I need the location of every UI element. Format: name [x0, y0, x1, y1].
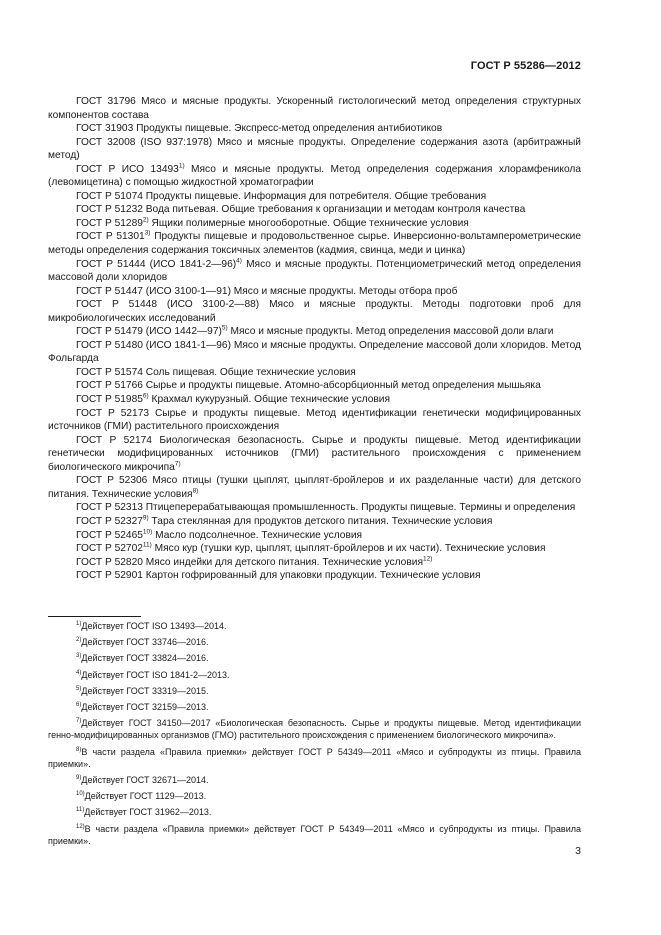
reference-text-continued: Мясо и мясные продукты. Метод определения массовой доли влаги: [227, 326, 554, 338]
reference-item: [48, 556, 581, 570]
footnote-marker: 8): [192, 487, 199, 495]
reference-item: [48, 515, 581, 529]
footnote-item: [48, 669, 581, 681]
footnote-number: 7): [76, 718, 82, 725]
reference-text-continued: Мясо и мясные продукты. Метод определения содержания хлорамфеникола (левомицетина) с помощью жидкостной хроматографии: [48, 163, 581, 189]
footnote-text: Действует ГОСТ 31962—2013.: [84, 807, 212, 818]
reference-text: ГОСТ Р 52306 Мясо птицы (тушки цыплят, цыплят-бройлеров и их разделанные части) для детского питания. Технические условия: [48, 475, 581, 500]
reference-item: [48, 529, 581, 543]
footnote-item: [48, 806, 581, 818]
reference-text: ГОСТ Р 52327: [76, 515, 143, 527]
reference-item: [48, 163, 581, 190]
footnote-marker: 12): [422, 555, 433, 563]
reference-item: [48, 325, 581, 339]
reference-item: [48, 230, 581, 257]
footnote-text: Действует ГОСТ 33319—2015.: [81, 685, 209, 696]
footnote-number: 12): [76, 823, 85, 830]
footnote-text: В части раздела «Правила приемки» действует ГОСТ Р 54349—2011 «Мясо и субпродукты из птицы. Правила приемки».: [48, 823, 581, 846]
footnote-item: [48, 652, 581, 664]
reference-text: ГОСТ Р ИСО 13493: [76, 163, 179, 175]
document-code-header: ГОСТ Р 55286—2012: [470, 60, 581, 72]
reference-item: [48, 203, 581, 217]
footnote-item: [48, 685, 581, 697]
reference-item: [48, 474, 581, 501]
footnote-marker: 2): [142, 216, 149, 224]
footnote-number: 3): [76, 653, 82, 660]
reference-text: ГОСТ Р 51574 Соль пищевая. Общие технические условия: [76, 366, 356, 378]
reference-item: [48, 542, 581, 556]
footnote-number: 5): [76, 685, 82, 692]
footnote-number: 8): [76, 746, 82, 753]
normative-references-list: [48, 95, 581, 583]
reference-item: [48, 501, 581, 515]
footnote-marker: 4): [236, 257, 242, 265]
footnote-marker: 3): [144, 230, 151, 238]
reference-text-continued: Тара стеклянная для продуктов детского питания. Технические условия: [148, 515, 493, 527]
reference-item: [48, 393, 581, 407]
footnote-marker: 9): [142, 514, 149, 522]
reference-text: ГОСТ Р 52901 Картон гофрированный для упаковки продукции. Технические условия: [76, 570, 481, 582]
footnote-item: [48, 774, 581, 786]
reference-text: ГОСТ 31903 Продукты пищевые. Экспресс-метод определения антибиотиков: [76, 123, 443, 135]
footnote-marker: 11): [142, 541, 152, 549]
reference-item: [48, 95, 581, 122]
reference-text-continued: Продукты пищевые и продовольственное сырье. Инверсионно-вольтамперометрические методы определения содержания токсичных элементов (кадмия, свинца, меди и цинка): [48, 231, 581, 257]
reference-item: [48, 366, 581, 380]
footnote-marker: 6): [142, 392, 149, 400]
reference-text: ГОСТ Р 52174 Биологическая безопасность. Сырье и продукты пищевые. Метод идентификации генетически модифицированных источников (ГМИ) растительного происхождения с применением биологического микрочипа: [48, 434, 581, 473]
reference-text: ГОСТ Р 51480 (ИСО 1841-1—96) Мясо и мясные продукты. Определение массовой доли хлоридов. Метод Фольгарда: [48, 339, 581, 365]
reference-item: [48, 434, 581, 475]
reference-text: ГОСТ Р 51985: [76, 394, 143, 406]
footnotes-list: [48, 620, 581, 851]
reference-text: ГОСТ 32008 (ISO 937:1978) Мясо и мясные продукты. Определение содержания азота (арбитражный метод): [48, 136, 581, 162]
footnote-number: 9): [76, 775, 82, 782]
reference-text: ГОСТ 31796 Мясо и мясные продукты. Ускоренный гистологический метод определения структурных компонентов состава: [48, 96, 581, 121]
footnote-text: Действует ГОСТ 34150—2017 «Биологическая безопасность. Сырье и продукты пищевые. Метод идентификации генно-модифицированных организмов (ГМО) растительного происхождения с применением биологического микрочипа».: [48, 718, 581, 741]
reference-item: [48, 379, 581, 393]
reference-text-continued: Ящики полимерные многооборотные. Общие технические условия: [148, 217, 469, 229]
footnote-number: 4): [76, 669, 82, 676]
footnote-text: Действует ГОСТ ISO 13493—2014.: [81, 621, 227, 631]
footnote-item: [48, 620, 581, 632]
footnote-marker: 1): [178, 162, 185, 170]
reference-text-continued: Мясо кур (тушки кур, цыплят, цыплят-бройлеров и их части). Технические условия: [151, 543, 546, 555]
reference-text: ГОСТ Р 51444 (ИСО 1841-2—96): [76, 258, 237, 270]
reference-text-continued: Мясо и мясные продукты. Потенциометрический метод определения массовой доли хлоридов: [48, 258, 581, 284]
footnote-text: Действует ГОСТ 1129—2013.: [84, 791, 207, 802]
footnote-separator: [48, 616, 141, 617]
footnote-text: Действует ГОСТ ISO 1841-2—2013.: [81, 669, 230, 680]
footnote-item: [48, 636, 581, 648]
reference-text: ГОСТ Р 51074 Продукты пищевые. Информация для потребителя. Общие требования: [76, 190, 487, 202]
reference-text: ГОСТ Р 51448 (ИСО 3100-2—88) Мясо и мясные продукты. Методы подготовки проб для микробиологических исследований: [48, 299, 581, 324]
reference-text: ГОСТ Р 52465: [76, 529, 143, 541]
reference-item: [48, 122, 581, 136]
footnote-item: [48, 790, 581, 802]
footnote-marker: 5): [221, 324, 228, 332]
reference-item: [48, 407, 581, 434]
footnote-text: Действует ГОСТ 32159—2013.: [81, 701, 209, 712]
reference-text: ГОСТ Р 52173 Сырье и продукты пищевые. Метод идентификации генетически модифицированных источников (ГМИ) растительного происхождения: [48, 407, 581, 433]
reference-text: ГОСТ Р 51766 Сырье и продукты пищевые. Атомно-абсорбционный метод определения мышьяка: [76, 380, 541, 392]
reference-item: [48, 339, 581, 366]
reference-item: [48, 298, 581, 325]
footnote-text: Действует ГОСТ 33746—2016.: [81, 637, 209, 648]
footnote-number: 1): [76, 621, 82, 627]
reference-text: ГОСТ Р 52702: [76, 543, 143, 555]
reference-item: [48, 569, 581, 583]
page-number: 3: [575, 845, 581, 857]
footnote-text: Действует ГОСТ 32671—2014.: [81, 775, 209, 786]
footnote-item: [48, 701, 581, 713]
reference-text: ГОСТ Р 51232 Вода питьевая. Общие требования к организации и методам контроля качества: [76, 204, 526, 216]
reference-text-continued: Крахмал кукурузный. Общие технические условия: [148, 394, 391, 406]
footnote-item: [48, 746, 581, 771]
reference-text: ГОСТ Р 52313 Птицеперерабатывающая промышленность. Продукты пищевые. Термины и определения: [76, 502, 576, 514]
footnote-number: 6): [76, 701, 82, 708]
footnote-item: [48, 823, 581, 848]
reference-text: ГОСТ Р 51479 (ИСО 1442—97): [76, 326, 222, 338]
footnote-item: [48, 717, 581, 742]
footnote-text: Действует ГОСТ 33824—2016.: [81, 653, 209, 664]
footnote-number: 10): [76, 791, 85, 798]
reference-item: [48, 217, 581, 231]
footnote-number: 11): [76, 807, 85, 814]
reference-item: [48, 258, 581, 285]
footnote-text: В части раздела «Правила приемки» действует ГОСТ Р 54349—2011 «Мясо и субпродукты из птицы. Правила приемки».: [48, 746, 581, 769]
reference-text-continued: Масло подсолнечное. Технические условия: [152, 529, 363, 541]
footnote-marker: 7): [174, 460, 181, 468]
footnote-number: 2): [76, 637, 82, 644]
reference-item: [48, 190, 581, 204]
reference-text: ГОСТ Р 52820 Мясо индейки для детского питания. Технические условия: [76, 556, 423, 568]
reference-text: ГОСТ Р 51289: [76, 217, 143, 229]
reference-item: [48, 285, 581, 299]
reference-text: ГОСТ Р 51301: [76, 231, 145, 243]
reference-item: [48, 136, 581, 163]
reference-text: ГОСТ Р 51447 (ИСО 3100-1—91) Мясо и мясные продукты. Методы отбора проб: [76, 285, 458, 297]
footnote-marker: 10): [142, 528, 153, 536]
